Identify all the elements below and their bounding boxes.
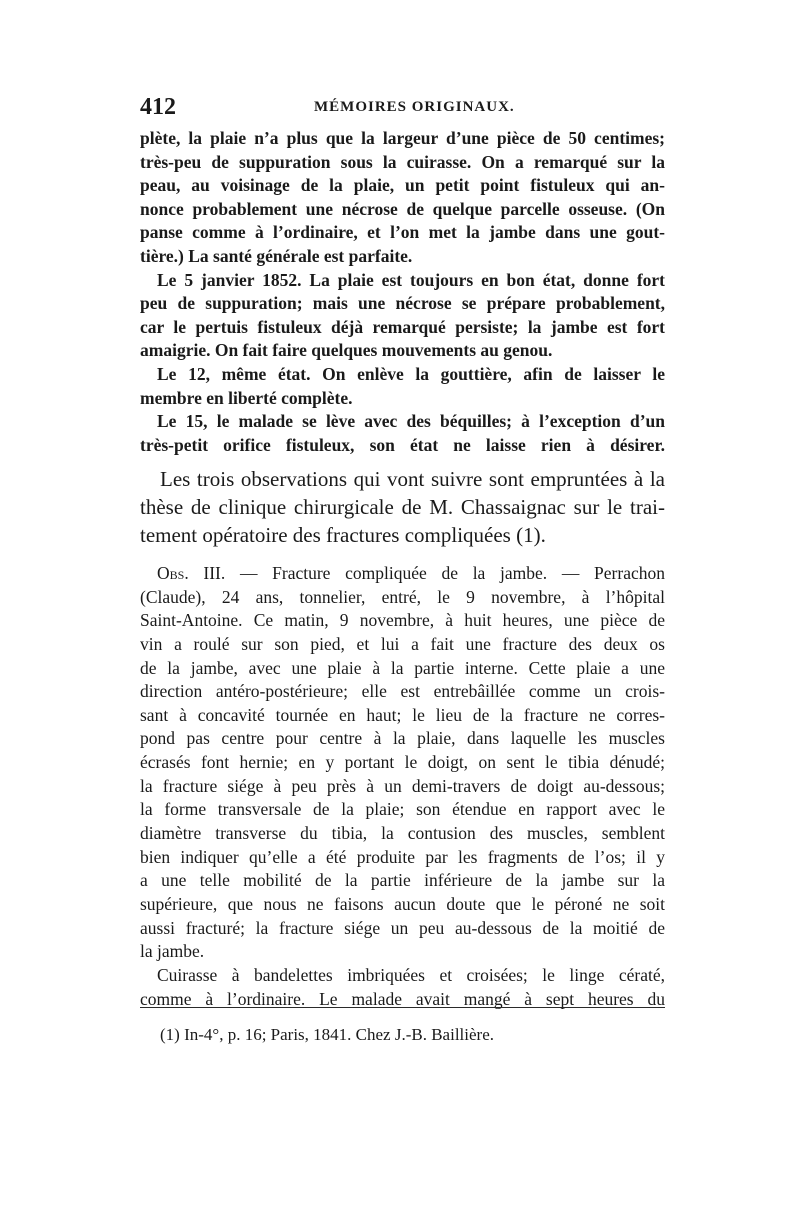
text-block-large: [140, 465, 665, 549]
footnote: (1) In-4°, p. 16; Paris, 1841. Chez J.-B. Baillière.: [160, 1025, 494, 1044]
text-line: Les trois observations qui vont suivre sont empruntées à la: [160, 467, 665, 491]
text-line: la jambe.: [140, 941, 205, 962]
text-line: supérieure, que nous ne faisons aucun doute que le péroné ne soit: [140, 893, 665, 914]
text-line: très-petit orifice fistuleux, son état ne laisse rien à désirer.: [140, 434, 665, 455]
text-block-observation: [140, 562, 665, 1011]
text-line: (Claude), 24 ans, tonnelier, entré, le 9 novembre, à l’hôpital: [140, 586, 665, 607]
observation-label: Obs. III.: [157, 563, 226, 583]
text-line: Le 5 janvier 1852. La plaie est toujours en bon état, donne fort: [157, 269, 665, 290]
running-title: MÉMOIRES ORIGINAUX.: [314, 99, 515, 115]
text-line: la fracture siége à peu près à un demi-travers de doigt au-dessous;: [140, 775, 665, 796]
page-number: 412: [140, 94, 176, 120]
text-block-bold: [140, 127, 665, 457]
text-line: plète, la plaie n’a plus que la largeur d’une pièce de 50 centimes;: [140, 128, 665, 148]
text-line: de la jambe, avec une plaie à la partie interne. Cette plaie a une: [140, 657, 665, 678]
text-line: car le pertuis fistuleux déjà remarqué persiste; la jambe est fort: [140, 316, 665, 337]
text-line: Cuirasse à bandelettes imbriquées et croisées; le linge cératé,: [157, 964, 665, 985]
observation-heading: — Fracture compliquée de la jambe. — Perrachon: [225, 563, 665, 583]
text-line: la forme transversale de la plaie; son étendue en rapport avec le: [140, 799, 665, 820]
text-line: diamètre transverse du tibia, la contusion des muscles, semblent: [140, 823, 665, 844]
text-line: très-peu de suppuration sous la cuirasse. On a remarqué sur la: [140, 151, 665, 172]
page-header: [140, 94, 665, 120]
text-line: écrasés font hernie; en y portant le doigt, on sent le tibia dénudé;: [140, 752, 665, 773]
text-line: nonce probablement une nécrose de quelque parcelle osseuse. (On: [140, 198, 665, 219]
text-line: pond pas centre pour centre à la plaie, dans laquelle les muscles: [140, 728, 665, 749]
text-line: Saint-Antoine. Ce matin, 9 novembre, à huit heures, une pièce de: [140, 610, 665, 631]
text-line: [140, 562, 665, 586]
text-line: peu de suppuration; mais une nécrose se prépare probablement,: [140, 293, 665, 314]
text-line: panse comme à l’ordinaire, et l’on met la jambe dans une gout-: [140, 222, 665, 243]
text-line: vin a roulé sur son pied, et lui a fait une fracture des deux os: [140, 633, 665, 654]
text-line: amaigrie. On fait faire quelques mouvements au genou.: [140, 340, 553, 361]
text-line: tement opératoire des fractures compliquées (1).: [140, 523, 546, 547]
footnote-divider: [140, 1007, 665, 1008]
text-line: bien indiquer qu’elle a été produite par les fragments de l’os; il y: [140, 846, 665, 867]
text-line: direction antéro-postérieure; elle est entrebâillée comme un crois-: [140, 681, 665, 702]
text-line: peau, au voisinage de la plaie, un petit point fistuleux qui an-: [140, 175, 665, 196]
text-line: Le 15, le malade se lève avec des béquilles; à l’exception d’un: [157, 411, 665, 432]
text-line: thèse de clinique chirurgicale de M. Chassaignac sur le trai-: [140, 495, 665, 519]
text-line: a une telle mobilité de la partie inférieure de la jambe sur la: [140, 870, 665, 891]
text-line: aussi fracturé; la fracture siége un peu au-dessous de la moitié de: [140, 917, 665, 938]
text-line: membre en liberté complète.: [140, 387, 353, 408]
text-line: sant à concavité tournée en haut; le lieu de la fracture ne corres-: [140, 704, 665, 725]
text-line: tière.) La santé générale est parfaite.: [140, 245, 413, 266]
text-line: Le 12, même état. On enlève la gouttière, afin de laisser le: [157, 363, 665, 384]
text-line: comme à l’ordinaire. Le malade avait mangé à sept heures du: [140, 988, 665, 1009]
